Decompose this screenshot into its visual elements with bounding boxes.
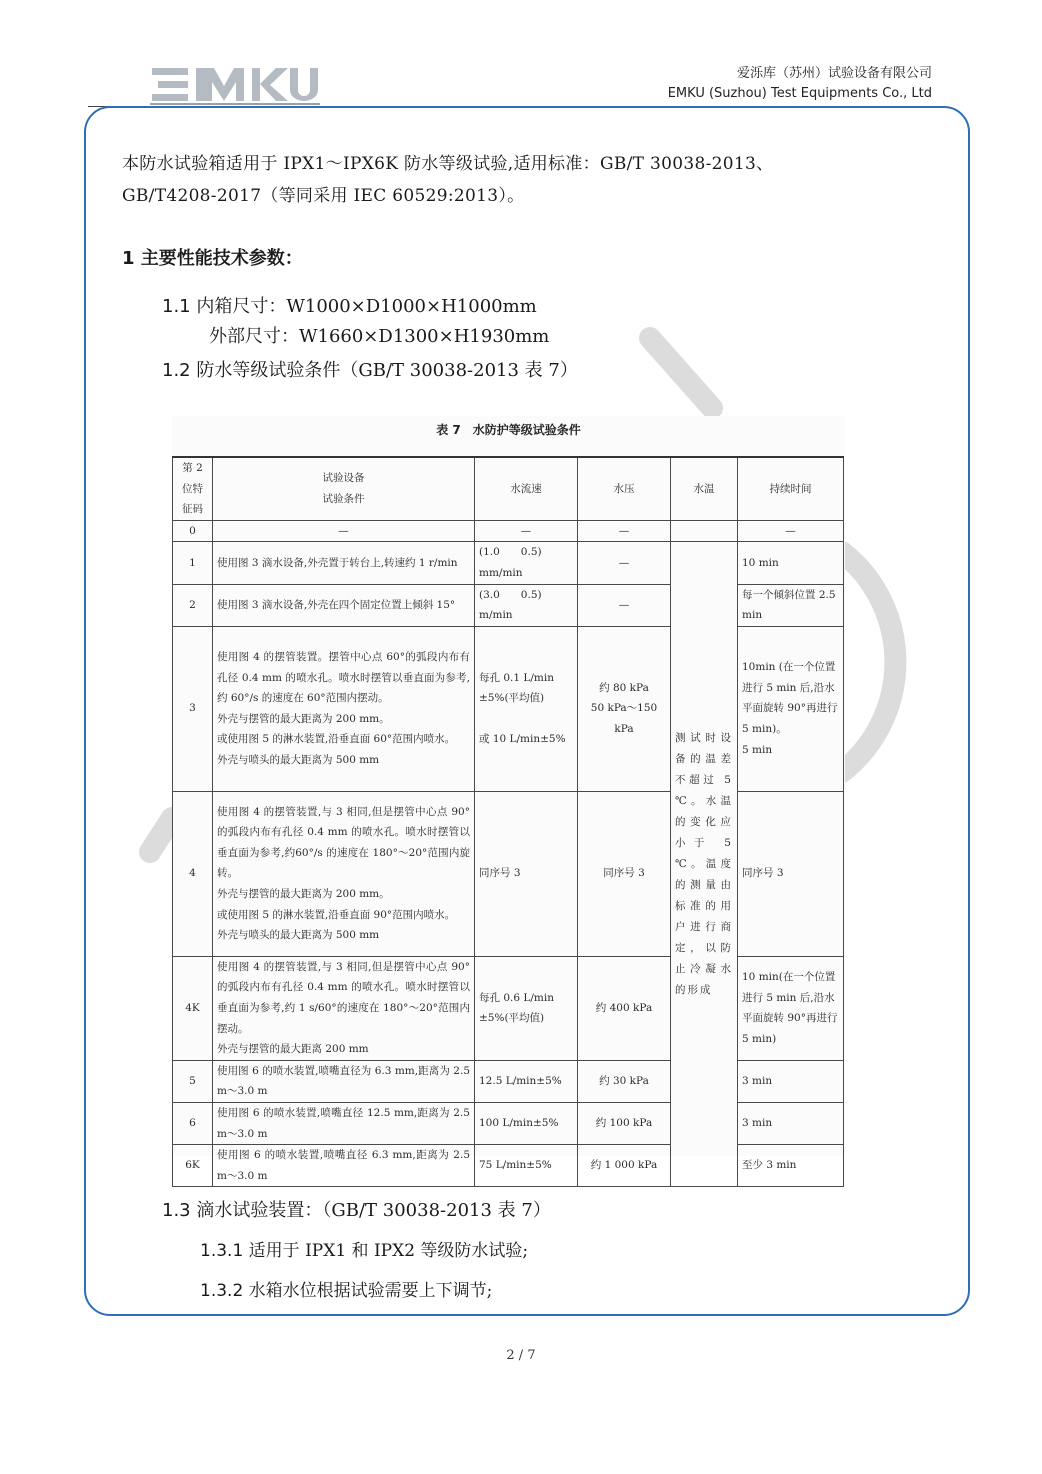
- cell-duration: 每一个倾斜位置 2.5 min: [738, 584, 844, 626]
- cell-flow: 12.5 L/min±5%: [475, 1060, 578, 1102]
- header-flow: 水流速: [475, 457, 578, 520]
- cell-equipment: 使用图 4 的摆管装置,与 3 相同,但是摆管中心点 90°的弧段内布有孔径 0.4 mm 的喷水孔。喷水时摆管以垂直面为参考,约 1 s/60°的速度在 180°～20°范围内摆动。 外壳与摆管的最大距离 200 mm: [213, 956, 475, 1060]
- cell-code: 6K: [173, 1145, 213, 1187]
- cell-equipment: 使用图 6 的喷水装置,喷嘴直径 6.3 mm,距离为 2.5 m～3.0 m: [213, 1145, 475, 1187]
- header-pressure: 水压: [578, 457, 671, 520]
- table-row: [173, 1060, 844, 1102]
- cell-code: 1: [173, 542, 213, 584]
- item-1-1-outer-size: 外部尺寸：W1660×D1300×H1930mm: [209, 326, 550, 347]
- cell-duration: 10 min(在一个位置进行 5 min 后,沿水平面旋转 90°再进行 5 min): [738, 956, 844, 1060]
- cell-equipment: 使用图 3 滴水设备,外壳在四个固定位置上倾斜 15°: [213, 584, 475, 626]
- item-1-3-1-number: 1.3.1: [200, 1241, 244, 1261]
- item-1-3: [162, 1196, 551, 1222]
- item-1-3-number: 1.3: [162, 1200, 191, 1221]
- company-name-en: EMKU (Suzhou) Test Equipments Co., Ltd: [667, 86, 932, 101]
- table-row: [173, 626, 844, 791]
- item-1-1: [162, 292, 537, 318]
- section-1-heading: 1 主要性能技术参数：: [122, 248, 303, 269]
- intro-paragraph: [122, 150, 942, 214]
- cell-equipment: 使用图 6 的喷水装置,喷嘴直径 12.5 mm,距离为 2.5 m～3.0 m: [213, 1102, 475, 1144]
- cell-duration: 同序号 3: [738, 791, 844, 956]
- cell-pressure: —: [578, 542, 671, 584]
- item-1-1-number: 1.1: [162, 296, 191, 317]
- table-title: 表 7 水防护等级试验条件: [436, 423, 581, 437]
- item-1-3-1-text: 适用于 IPX1 和 IPX2 等级防水试验;: [248, 1241, 529, 1261]
- cell-duration: 10min (在一个位置进行 5 min 后,沿水平面旋转 90°再进行 5 min)。 5 min: [738, 626, 844, 791]
- cell-duration: 至少 3 min: [738, 1145, 844, 1187]
- cell-pressure: 约 1 000 kPa: [578, 1145, 671, 1187]
- table-row: [173, 584, 844, 626]
- cell-code: 5: [173, 1060, 213, 1102]
- cell-pressure: 约 80 kPa 50 kPa～150 kPa: [578, 626, 671, 791]
- table-header-row: [173, 457, 844, 520]
- emku-logo: [150, 62, 320, 106]
- cell-temp-note: 测试时设备的温差不超过 5 ℃。水温的变化应小于 5 ℃。温度的测量由标准的用户进行商定，以防止冷凝水的形成: [671, 542, 738, 1187]
- item-1-3-2-text: 水箱水位根据试验需要上下调节;: [248, 1281, 493, 1301]
- cell-pressure: 同序号 3: [578, 791, 671, 956]
- cell-flow: 每孔 0.6 L/min ±5%(平均值): [475, 956, 578, 1060]
- header-duration: 持续时间: [738, 457, 844, 520]
- cell-flow: (1.0 0.5) mm/min: [475, 542, 578, 584]
- cell-flow: 同序号 3: [475, 791, 578, 956]
- cell-duration: 10 min: [738, 542, 844, 584]
- cell-pressure: —: [578, 584, 671, 626]
- standard-table-scan: [172, 416, 845, 1182]
- table-row: [173, 1145, 844, 1187]
- cell-code: 6: [173, 1102, 213, 1144]
- intro-line-2: GB/T4208-2017（等同采用 IEC 60529:2013）。: [122, 186, 525, 206]
- page-number: 2 / 7: [506, 1348, 536, 1363]
- header-equipment: 试验设备 试验条件: [213, 457, 475, 520]
- cell-flow: —: [475, 520, 578, 542]
- cell-temp: [671, 520, 738, 542]
- cell-duration: 3 min: [738, 1102, 844, 1144]
- company-name-cn: 爱泺库（苏州）试验设备有限公司: [736, 66, 932, 81]
- cell-equipment: 使用图 4 的摆管装置,与 3 相同,但是摆管中心点 90°的弧段内布有孔径 0.4 mm 的喷水孔。喷水时摆管以垂直面为参考,约60°/s 的速度在 180°～20°范围内旋转。 外壳与摆管的最大距离为 200 mm。 或使用图 5 的淋水装置,沿垂直面 90°范围内喷水。 外壳与喷头的最大距离为 500 mm: [213, 791, 475, 956]
- cell-equipment: —: [213, 520, 475, 542]
- header-temp: 水温: [671, 457, 738, 520]
- cell-flow: (3.0 0.5) m/min: [475, 584, 578, 626]
- cell-flow: 75 L/min±5%: [475, 1145, 578, 1187]
- cell-flow: 100 L/min±5%: [475, 1102, 578, 1144]
- header-code: 第 2 位特征码: [173, 457, 213, 520]
- item-1-2-text: 防水等级试验条件（GB/T 30038-2013 表 7）: [196, 360, 578, 381]
- cell-pressure: —: [578, 520, 671, 542]
- item-1-2: [162, 356, 578, 382]
- cell-code: 4: [173, 791, 213, 956]
- cell-equipment: 使用图 4 的摆管装置。摆管中心点 60°的弧段内布有孔径 0.4 mm 的喷水孔。喷水时摆管以垂直面为参考,约 60°/s 的速度在 60°范围内摆动。 外壳与摆管的最大距离为 200 mm。 或使用图 5 的淋水装置,沿垂直面 60°范围内喷水。 外壳与喷头的最大距离为 500 mm: [213, 626, 475, 791]
- table-row: [173, 791, 844, 956]
- table-row: [173, 542, 844, 584]
- intro-line-1: 本防水试验箱适用于 IPX1～IPX6K 防水等级试验,适用标准：GB/T 30038-2013、: [122, 154, 774, 174]
- cell-equipment: 使用图 6 的喷水装置,喷嘴直径为 6.3 mm,距离为 2.5 m～3.0 m: [213, 1060, 475, 1102]
- item-1-3-2: [200, 1276, 492, 1301]
- cell-code: 4K: [173, 956, 213, 1060]
- cell-flow: 每孔 0.1 L/min ±5%(平均值) 或 10 L/min±5%: [475, 626, 578, 791]
- cell-pressure: 约 400 kPa: [578, 956, 671, 1060]
- cell-duration: —: [738, 520, 844, 542]
- item-1-1-text: 内箱尺寸：W1000×D1000×H1000mm: [196, 296, 537, 317]
- cell-code: 2: [173, 584, 213, 626]
- company-name: [668, 64, 932, 104]
- item-1-2-number: 1.2: [162, 360, 191, 381]
- cell-duration: 3 min: [738, 1060, 844, 1102]
- cell-code: 3: [173, 626, 213, 791]
- cell-code: 0: [173, 520, 213, 542]
- table-row: [173, 1102, 844, 1144]
- item-1-3-1: [200, 1236, 528, 1261]
- item-1-3-text: 滴水试验装置：（GB/T 30038-2013 表 7）: [196, 1200, 551, 1221]
- table-row: [173, 956, 844, 1060]
- table-row: [173, 520, 844, 542]
- test-conditions-table: [172, 456, 844, 1187]
- cell-equipment: 使用图 3 滴水设备,外壳置于转台上,转速约 1 r/min: [213, 542, 475, 584]
- item-1-3-2-number: 1.3.2: [200, 1281, 244, 1301]
- cell-pressure: 约 30 kPa: [578, 1060, 671, 1102]
- cell-pressure: 约 100 kPa: [578, 1102, 671, 1144]
